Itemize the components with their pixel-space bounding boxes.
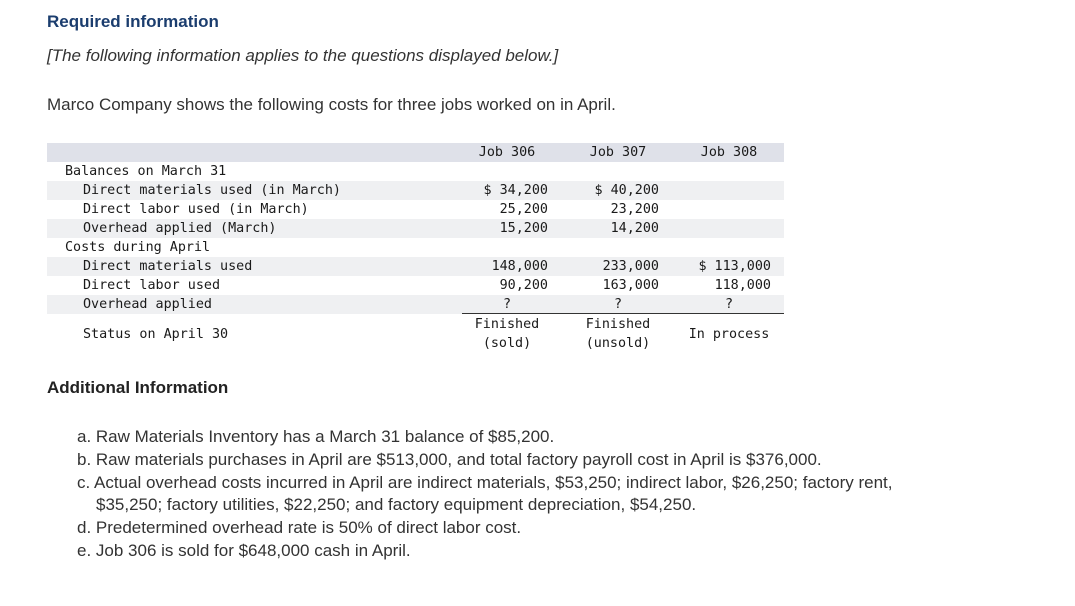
list-item-b: b. Raw materials purchases in April are $513,000, and total factory payroll cost in April is $376,000. — [77, 450, 822, 469]
required-information-title: Required information — [47, 12, 219, 31]
table-header-band — [47, 143, 784, 162]
row-label-oh-april: Overhead applied — [83, 297, 212, 312]
cell-308-dl-april: 118,000 — [714, 278, 771, 293]
list-item-c-line2: $35,250; factory utilities, $22,250; and factory equipment depreciation, $54,250. — [96, 495, 697, 514]
cell-307-dm-april: 233,000 — [602, 259, 659, 274]
column-header-job-306: Job 306 — [478, 145, 536, 160]
row-label-dm-april: Direct materials used — [83, 259, 253, 274]
row-label-dl-march: Direct labor used (in March) — [83, 202, 309, 217]
column-header-job-308: Job 308 — [700, 145, 758, 160]
column-header-job-307: Job 307 — [589, 145, 647, 160]
cell-306-dl-april: 90,200 — [499, 278, 548, 293]
intro-text: Marco Company shows the following costs for three jobs worked on in April. — [47, 95, 616, 114]
list-item-d: d. Predetermined overhead rate is 50% of direct labor cost. — [77, 518, 522, 537]
cell-308-status: In process — [688, 327, 770, 342]
row-label-status: Status on April 30 — [83, 327, 229, 342]
cell-308-oh-april: ? — [724, 297, 734, 312]
cell-306-oh-march: 15,200 — [499, 221, 548, 236]
cell-307-oh-april: ? — [613, 297, 623, 312]
applies-note: [The following information applies to the questions displayed below.] — [47, 46, 559, 65]
row-label-dm-march: Direct materials used (in March) — [83, 183, 341, 198]
cell-307-dm-march: $ 40,200 — [594, 183, 659, 198]
row-label-dl-april: Direct labor used — [83, 278, 221, 293]
cell-306-dm-march: $ 34,200 — [483, 183, 548, 198]
row-label-oh-march: Overhead applied (March) — [83, 221, 277, 236]
cell-307-dl-march: 23,200 — [610, 202, 659, 217]
list-item-a: a. Raw Materials Inventory has a March 31 balance of $85,200. — [77, 427, 555, 446]
cell-307-dl-april: 163,000 — [602, 278, 659, 293]
cell-306-dl-march: 25,200 — [499, 202, 548, 217]
additional-info-title: Additional Information — [47, 378, 229, 397]
cell-306-status-line2: (sold) — [482, 336, 532, 351]
cell-306-status-line1: Finished — [474, 317, 540, 332]
list-item-c-line1: c. Actual overhead costs incurred in April are indirect materials, $53,250; indirect labor, $26,250; factory rent, — [77, 473, 893, 492]
section-label-balances: Balances on March 31 — [65, 164, 227, 179]
cell-306-oh-april: ? — [502, 297, 512, 312]
list-item-e: e. Job 306 is sold for $648,000 cash in April. — [77, 541, 411, 560]
cell-308-dm-april: $ 113,000 — [698, 259, 771, 274]
cell-306-dm-april: 148,000 — [491, 259, 548, 274]
overhead-underline — [462, 313, 784, 314]
section-label-april: Costs during April — [65, 240, 211, 255]
cell-307-status-line2: (unsold) — [585, 336, 651, 351]
cell-307-oh-march: 14,200 — [610, 221, 659, 236]
cell-307-status-line1: Finished — [585, 317, 651, 332]
